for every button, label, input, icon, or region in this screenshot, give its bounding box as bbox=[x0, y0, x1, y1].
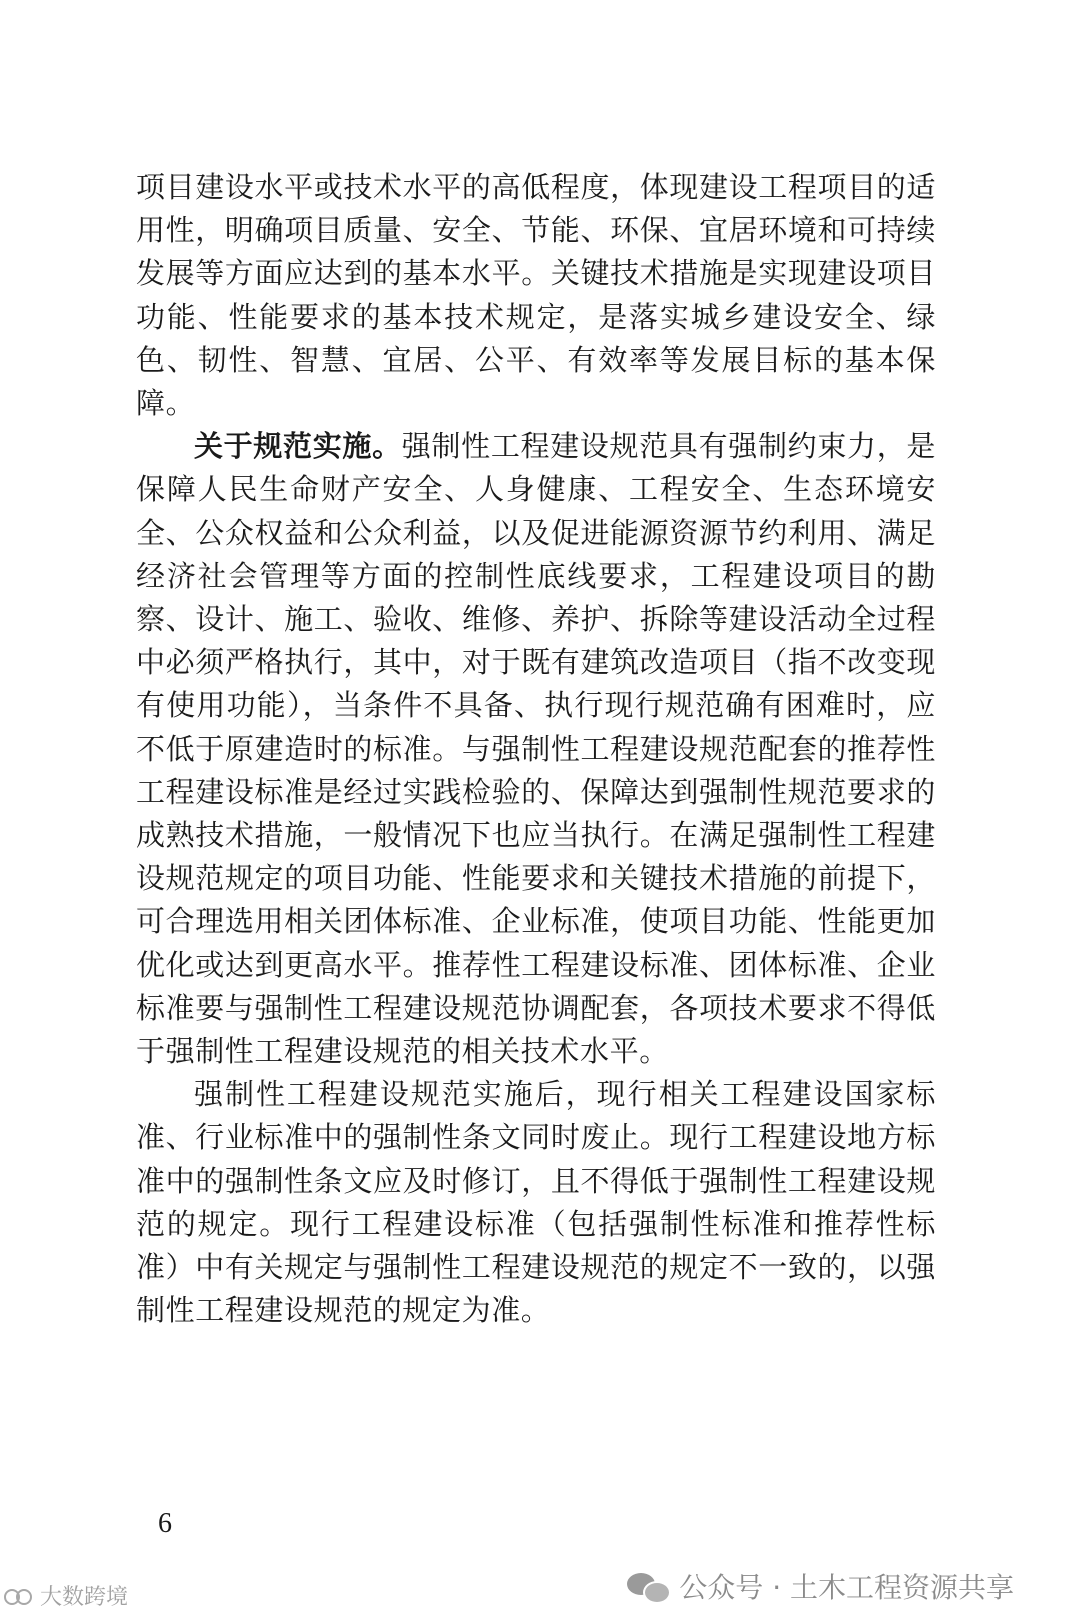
page-number: 6 bbox=[158, 1508, 172, 1539]
paragraph-3 bbox=[136, 1073, 936, 1332]
corner-logo-text: 大数跨境 bbox=[40, 1585, 129, 1610]
watermark-text: 公众号 · 土木工程资源共享 bbox=[679, 1571, 1014, 1604]
chain-link-icon bbox=[4, 1585, 34, 1607]
paragraph-1-text: 项目建设水平或技术水平的高低程度，体现建设工程项目的适用性，明确项目质量、安全、节能、环保、宜居环境和可持续发展等方面应达到的基本水平。关键技术措施是实现建设项目功能、性能要求的基本技术规定，是落实城乡建设安全、绿色、韧性、智慧、宜居、公平、有效率等发展目标的基本保障。 bbox=[136, 170, 936, 421]
corner-logo bbox=[4, 1580, 128, 1611]
paragraph-2 bbox=[136, 425, 936, 1073]
paragraph-2-text: 强制性工程建设规范具有强制约束力，是保障人民生命财产安全、人身健康、工程安全、生态环境安全、公众权益和公众利益，以及促进能源资源节约利用、满足经济社会管理等方面的控制性底线要求，工程建设项目的勘察、设计、施工、验收、维修、养护、拆除等建设活动全过程中必须严格执行，其中，对于既有建筑改造项目（指不改变现有使用功能），当条件不具备、执行现行规范确有困难时，应不低于原建造时的标准。与强制性工程建设规范配套的推荐性工程建设标准是经过实践检验的、保障达到强制性规范要求的成熟技术措施，一般情况下也应当执行。在满足强制性工程建设规范规定的项目功能、性能要求和关键技术措施的前提下，可合理选用相关团体标准、企业标准，使项目功能、性能更加优化或达到更高水平。推荐性工程建设标准、团体标准、企业标准要与强制性工程建设规范协调配套，各项技术要求不得低于强制性工程建设规范的相关技术水平。 bbox=[136, 429, 936, 1069]
wechat-watermark bbox=[627, 1566, 1014, 1606]
paragraph-1 bbox=[136, 166, 936, 425]
wechat-icon bbox=[627, 1569, 669, 1603]
page-body bbox=[136, 166, 936, 1332]
paragraph-3-text: 强制性工程建设规范实施后，现行相关工程建设国家标准、行业标准中的强制性条文同时废止。现行工程建设地方标准中的强制性条文应及时修订，且不得低于强制性工程建设规范的规定。现行工程建设标准（包括强制性标准和推荐性标准）中有关规定与强制性工程建设规范的规定不一致的，以强制性工程建设规范的规定为准。 bbox=[136, 1077, 936, 1328]
paragraph-2-lead: 关于规范实施。 bbox=[194, 429, 402, 464]
